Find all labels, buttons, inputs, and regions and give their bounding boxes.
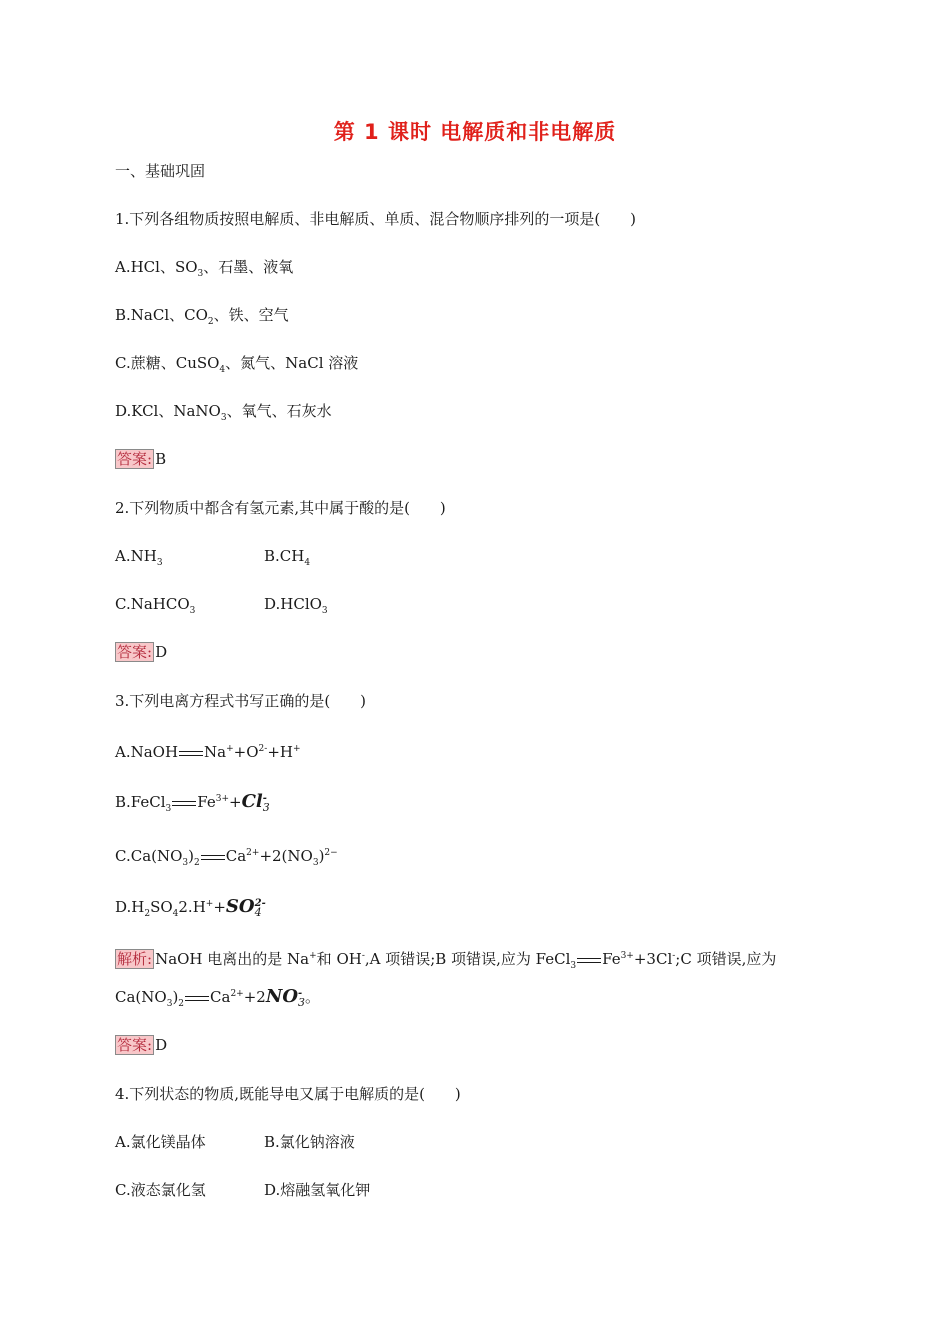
equals-sign — [185, 996, 209, 1001]
question-2-option-d: D.HClO$_3$ — [264, 595, 328, 616]
question-3-option-c: $C.Ca(NO_3)_2$ $Ca^{2+}+2(NO_3)^{2-}$ — [115, 847, 338, 868]
answer-label: 答案: — [117, 1036, 153, 1054]
question-3-answer: 答案: D — [117, 1036, 168, 1054]
question-1-answer: 答案: B — [117, 450, 167, 468]
question-2-option-b: $B.CH_4$ — [264, 547, 311, 568]
answer-label: 答案: — [117, 450, 153, 468]
question-2-options-ab — [115, 546, 515, 573]
nitrate-ion: NO — [265, 986, 298, 1007]
equals-sign — [577, 958, 601, 963]
chloride-ion: Cl — [241, 791, 263, 812]
question-2-option-c: C.NaHCO$_3$ — [115, 595, 196, 616]
analysis-label: 解析: — [117, 950, 153, 968]
question-4-option-b: B.氯化钠溶液 — [264, 1133, 355, 1151]
question-4-option-a: A.氯化镁晶体 — [115, 1133, 206, 1151]
equals-sign — [172, 801, 196, 806]
question-4-options-ab — [115, 1132, 515, 1152]
question-2-option-a: $A.NH_3$ — [115, 547, 163, 568]
question-3-option-b: B.FeCl$_3$ $Fe^{3+}+Cl$ - 3 — [115, 791, 270, 814]
question-2-answer: 答案: D — [117, 643, 168, 661]
question-3-stem: 3.下列电离方程式书写正确的是( ) — [115, 692, 367, 710]
question-3-analysis-line-1: 解析: NaOH 电离出的是 Na+和 OH-,A 项错误;B 项错误,应为 FeCl$_3$ $Fe^{3+}+3Cl^-;C$ 项错误,应为 — [117, 950, 777, 971]
answer-label: 答案: — [117, 643, 153, 661]
question-4-stem: 4.下列状态的物质,既能导电又属于电解质的是( ) — [115, 1085, 461, 1103]
question-3-option-d: $D.H_2SO_42.H^++SO$ 2- 4 — [115, 896, 266, 919]
question-1-option-d: D.KCl、NaNO$_3$、氧气、石灰水 — [115, 402, 332, 423]
question-3-analysis-line-2: $Ca(NO_3)_2$ $Ca^{2+}+2NO$ - 3 。 — [115, 986, 321, 1009]
question-2-options-cd — [115, 594, 515, 621]
question-1-option-b: B.NaCl、$CO_2$、铁、空气 — [115, 306, 289, 327]
equals-sign — [201, 855, 225, 860]
equals-sign — [179, 751, 203, 756]
question-2-stem: 2.下列物质中都含有氢元素,其中属于酸的是( ) — [115, 499, 446, 517]
question-1-option-a: A.HCl、$SO_3$、石墨、液氧 — [115, 258, 294, 279]
question-1-stem: 1.下列各组物质按照电解质、非电解质、单质、混合物顺序排列的一项是( ) — [115, 210, 637, 228]
question-3-option-a: A.NaOH $Na^++O^{2-}+H^+$ — [115, 743, 301, 761]
page-title: 第 1 课时 电解质和非电解质 — [333, 120, 617, 144]
question-4-option-d: D.熔融氢氧化钾 — [264, 1181, 371, 1199]
question-1-option-c: C.蔗糖、CuSO$_4$、氮气、NaCl 溶液 — [115, 354, 359, 375]
sulfate-ion: SO — [225, 896, 255, 917]
section-heading: 一、基础巩固 — [115, 162, 206, 180]
question-4-options-cd — [115, 1180, 515, 1200]
question-4-option-c: C.液态氯化氢 — [115, 1181, 206, 1199]
